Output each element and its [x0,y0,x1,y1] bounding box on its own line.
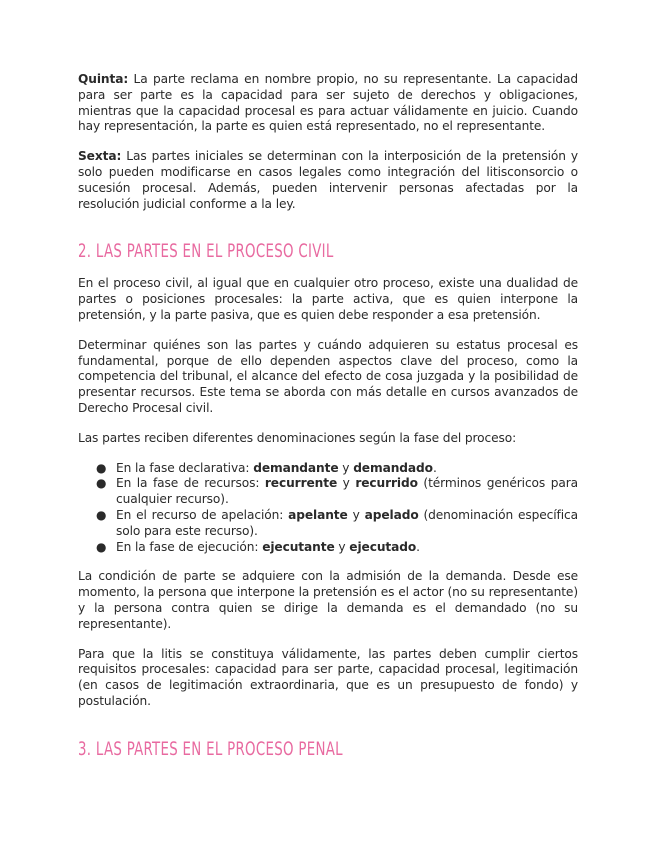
bullet-icon: ● [96,460,107,475]
list-item: ● En el recurso de apelación: apelante y apelado (denominación específica solo para este recurso). [96,507,578,538]
document-body [78,72,578,760]
bullet-icon: ● [96,507,107,522]
bullet-icon: ● [96,476,107,491]
section-heading: 3. LAS PARTES EN EL PROCESO PENAL [78,737,343,760]
paragraph: En el proceso civil, al igual que en cualquier otro proceso, existe una dualidad de partes o posiciones procesales: la parte activa, que es quien interpone la pretensión, y la parte pasiva, que es quien debe responder a esa pretensión. [78,276,578,322]
paragraph: Para que la litis se constituya válidamente, las partes deben cumplir ciertos requisitos procesales: capacidad para ser parte, capacidad procesal, legitimación (en casos de legitimación extraordinaria, que es un presupuesto de fondo) y postulación. [78,646,578,708]
paragraph-lead: Quinta: [78,72,129,86]
list-item: ● En la fase declarativa: demandante y demandado. [96,460,437,475]
list-item: ● En la fase de ejecución: ejecutante y ejecutado. [96,539,420,554]
bullet-list [78,461,578,556]
paragraph-text: La parte reclama en nombre propio, no su representante. La capacidad para ser parte es la capacidad para ser sujeto de derechos y obligaciones, mientras que la capacidad procesal es para actuar válidamente en juicio. Cuando hay representación, la parte es quien está representado, no el representante. [78,72,578,134]
paragraph-sexta [78,149,578,212]
paragraph-quinta [78,72,578,135]
bullet-icon: ● [96,539,107,554]
paragraph: Determinar quiénes son las partes y cuándo adquieren su estatus procesal es fundamental, porque de ello dependen aspectos clave del proceso, como la competencia del tribunal, el alcance del efecto de cosa juzgada y la posibilidad de presentar recursos. Este tema se aborda con más detalle en cursos avanzados de Derecho Procesal civil. [78,337,578,415]
list-item: ● En la fase de recursos: recurrente y recurrido (términos genéricos para cualquier recurso). [96,476,578,507]
paragraph-text: Las partes iniciales se determinan con la interposición de la pretensión y solo pueden modificarse en casos legales como integración del litisconsorcio o sucesión procesal. Además, pueden intervenir personas afectadas por la resolución judicial conforme a la ley. [78,149,578,211]
section-heading: 2. LAS PARTES EN EL PROCESO CIVIL [78,240,334,263]
paragraph-lead: Sexta: [78,149,122,164]
paragraph: Las partes reciben diferentes denominaciones según la fase del proceso: [78,430,517,445]
paragraph: La condición de parte se adquiere con la admisión de la demanda. Desde ese momento, la persona que interpone la pretensión es el actor (no su representante) y la persona contra quien se dirige la demanda es el demandado (no su representante). [78,569,578,631]
